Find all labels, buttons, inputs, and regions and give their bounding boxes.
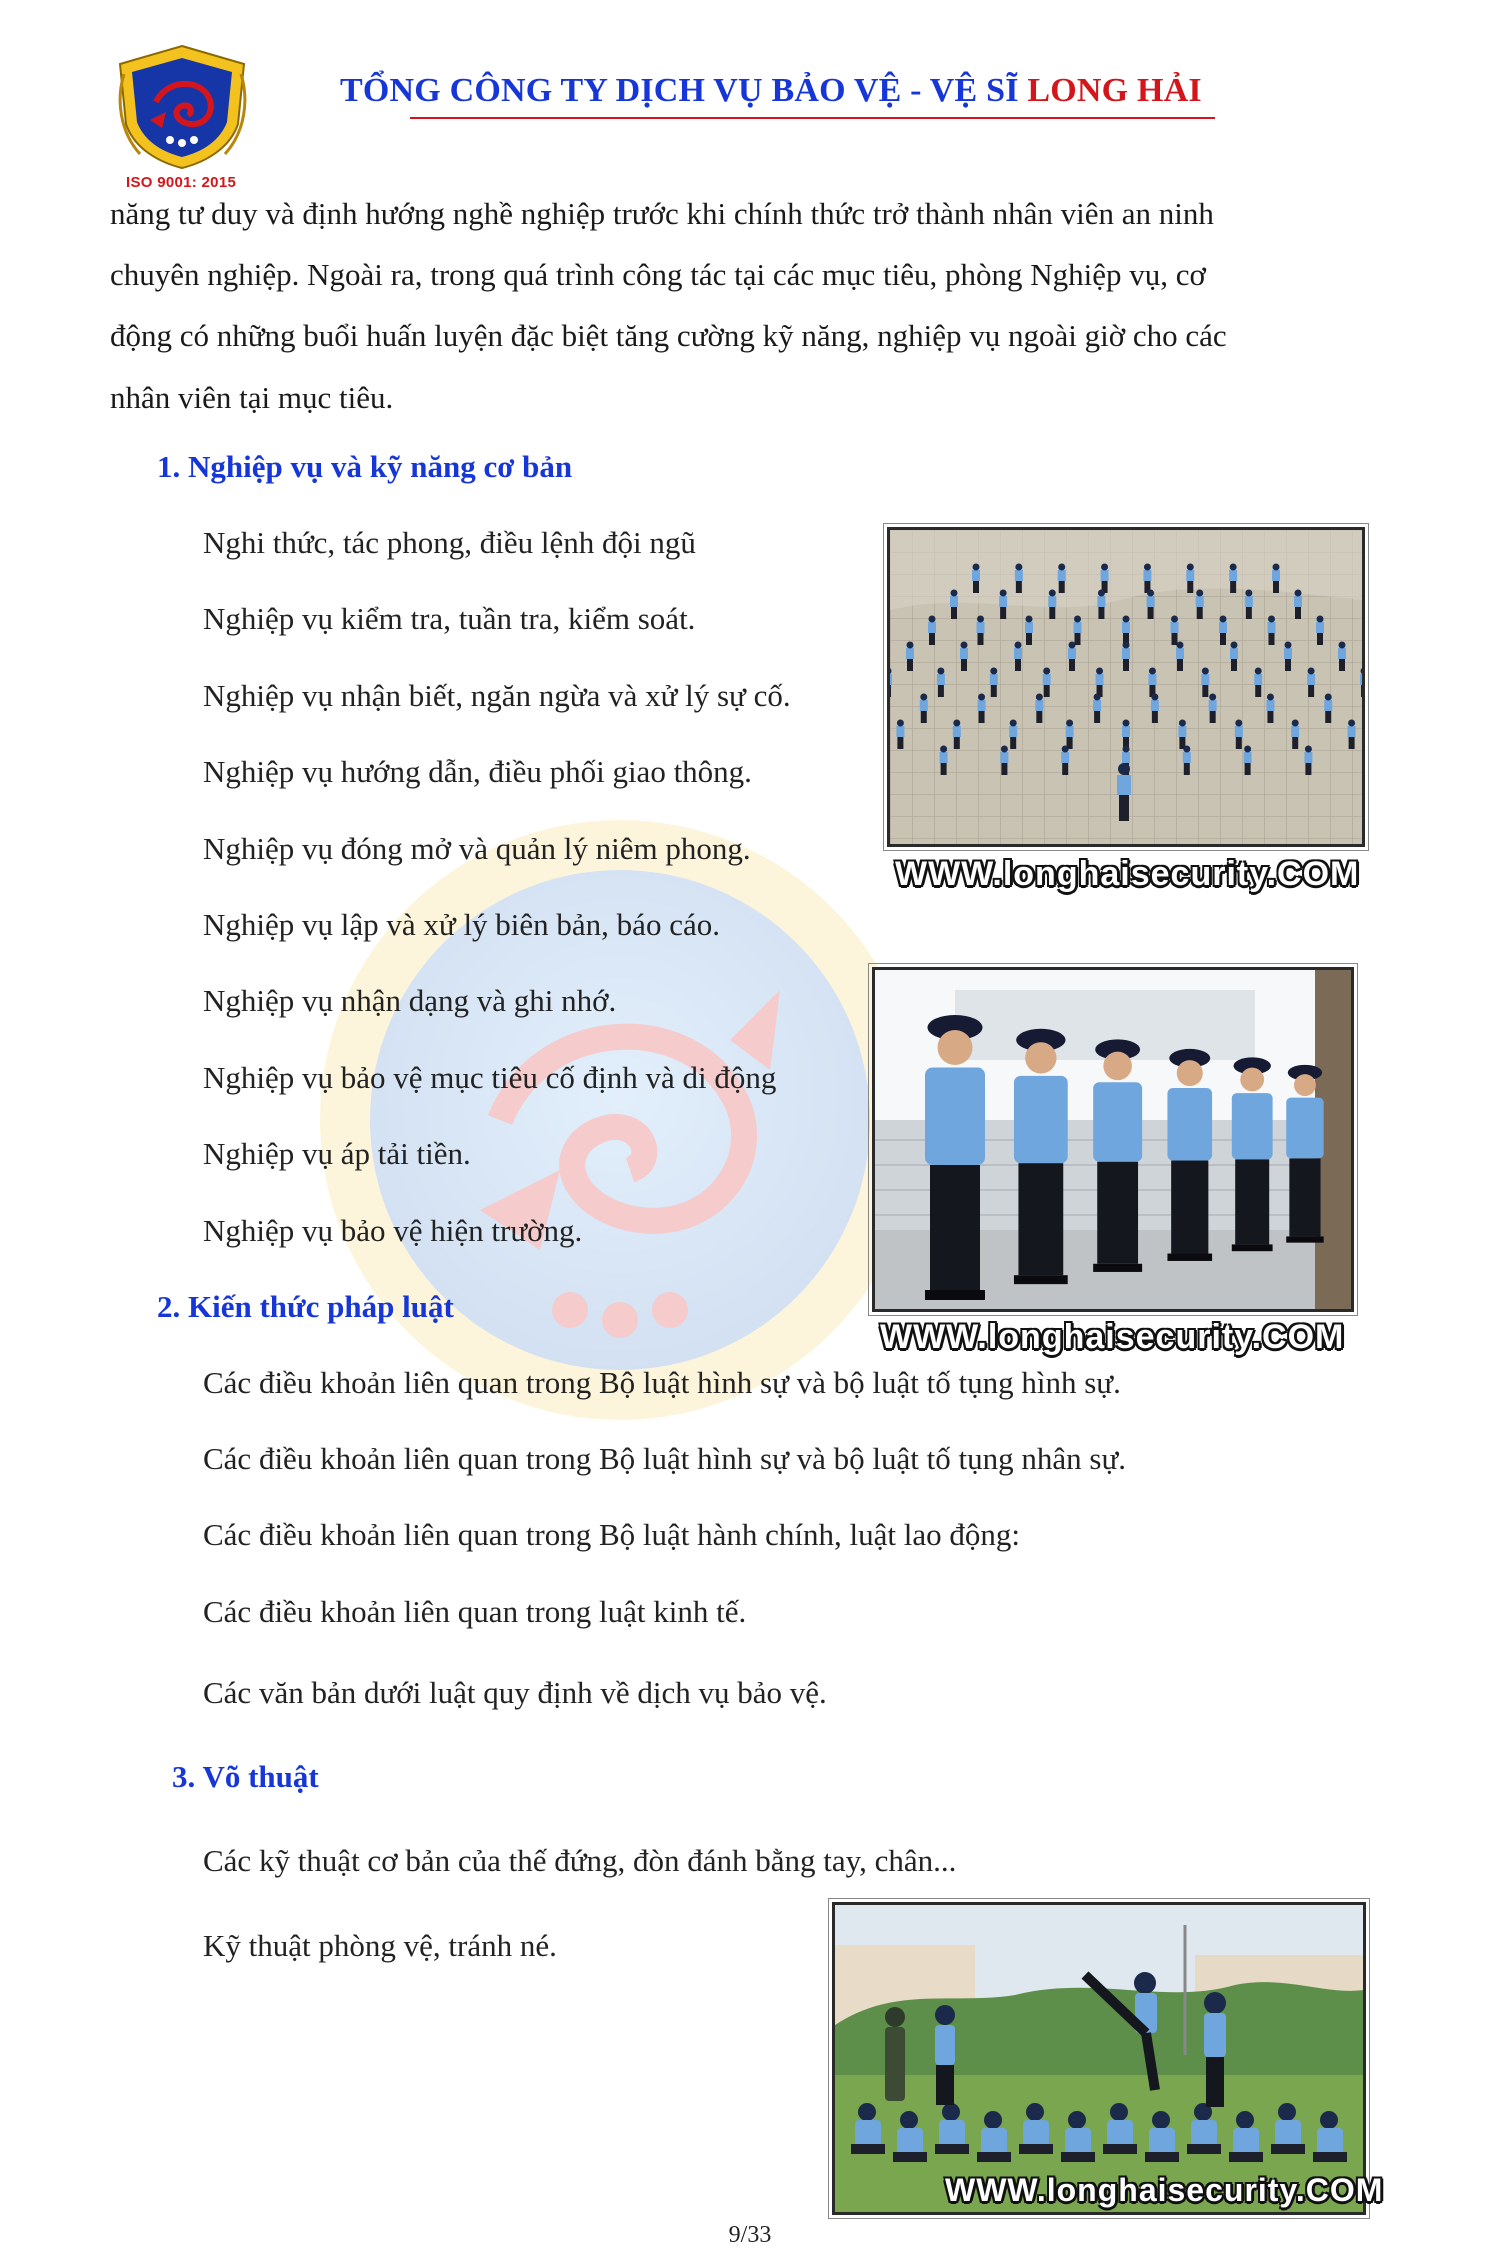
- list-item: Kỹ thuật phòng vệ, tránh né.: [203, 1928, 557, 1963]
- section-heading: 3. Võ thuật: [172, 1759, 319, 1794]
- list-item: Nghiệp vụ hướng dẫn, điều phối giao thông.: [203, 754, 752, 789]
- header-rule: [410, 117, 1215, 119]
- intro-line: động có những buổi huấn luyện đặc biệt tăng cường kỹ năng, nghiệp vụ ngoài giờ cho các: [110, 318, 1227, 353]
- company-logo: [110, 40, 255, 170]
- list-item: Các văn bản dưới luật quy định về dịch vụ bảo vệ.: [203, 1675, 827, 1710]
- list-item: Nghiệp vụ bảo vệ mục tiêu cố định và di động: [203, 1060, 777, 1095]
- list-item: Nghiệp vụ bảo vệ hiện trường.: [203, 1213, 583, 1248]
- page-number: 9/33: [728, 2222, 772, 2248]
- photo-formation: [887, 527, 1365, 847]
- list-item: Các điều khoản liên quan trong luật kinh tế.: [203, 1594, 747, 1629]
- section-heading: 2. Kiến thức pháp luật: [157, 1289, 454, 1324]
- photo-watermark-1: WWW.longhaisecurity.COM: [895, 855, 1360, 893]
- list-item: Các kỹ thuật cơ bản của thế đứng, đòn đánh bằng tay, chân...: [203, 1843, 957, 1878]
- company-title: [340, 72, 1202, 110]
- photo-watermark-3: WWW.longhaisecurity.COM: [945, 2172, 1384, 2208]
- list-item: Nghiệp vụ đóng mở và quản lý niêm phong.: [203, 831, 751, 866]
- list-item: Nghi thức, tác phong, điều lệnh đội ngũ: [203, 525, 696, 560]
- iso-label: ISO 9001: 2015: [126, 174, 237, 191]
- list-item: Các điều khoản liên quan trong Bộ luật hình sự và bộ luật tố tụng nhân sự.: [203, 1441, 1126, 1476]
- company-title-blue: TỔNG CÔNG TY DỊCH VỤ BẢO VỆ - VỆ SĨ: [340, 72, 1028, 109]
- list-item: Nghiệp vụ nhận dạng và ghi nhớ.: [203, 983, 617, 1018]
- intro-line: năng tư duy và định hướng nghề nghiệp trước khi chính thức trở thành nhân viên an ninh: [110, 196, 1214, 231]
- list-item: Nghiệp vụ lập và xử lý biên bản, báo cáo.: [203, 907, 720, 942]
- photo-lineup: [872, 967, 1354, 1312]
- list-item: Các điều khoản liên quan trong Bộ luật hình sự và bộ luật tố tụng hình sự.: [203, 1365, 1121, 1400]
- list-item: Nghiệp vụ nhận biết, ngăn ngừa và xử lý sự cố.: [203, 678, 791, 713]
- intro-line: chuyên nghiệp. Ngoài ra, trong quá trình công tác tại các mục tiêu, phòng Nghiệp vụ, cơ: [110, 257, 1206, 292]
- list-item: Nghiệp vụ áp tải tiền.: [203, 1136, 471, 1171]
- photo-martial-arts: [832, 1902, 1366, 2215]
- list-item: Các điều khoản liên quan trong Bộ luật hành chính, luật lao động:: [203, 1517, 1021, 1552]
- company-title-red: LONG HẢI: [1027, 72, 1202, 109]
- photo-watermark-2: WWW.longhaisecurity.COM: [880, 1318, 1345, 1356]
- list-item: Nghiệp vụ kiểm tra, tuần tra, kiểm soát.: [203, 601, 696, 636]
- intro-line: nhân viên tại mục tiêu.: [110, 380, 394, 415]
- section-heading: 1. Nghiệp vụ và kỹ năng cơ bản: [157, 449, 573, 484]
